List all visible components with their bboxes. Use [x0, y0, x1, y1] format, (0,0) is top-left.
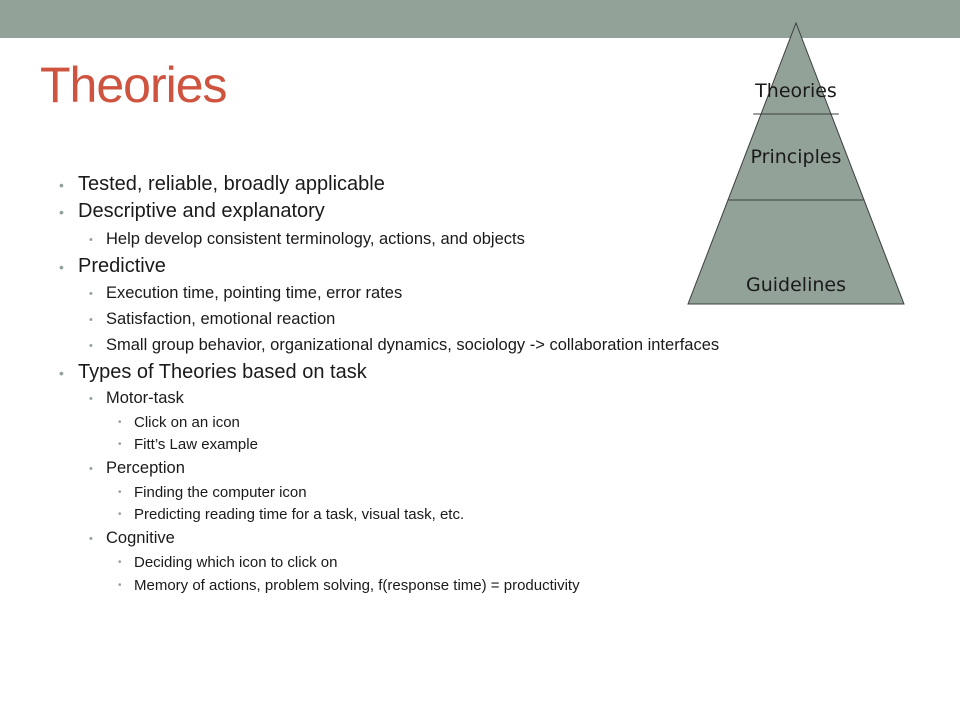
bullet-dot: • — [59, 259, 64, 275]
list-item-text: Perception — [106, 459, 185, 477]
list-item-text: Cognitive — [106, 529, 175, 547]
list-item-text: Tested, reliable, broadly applicable — [78, 173, 385, 195]
list-item — [59, 361, 367, 384]
bullet-dot: • — [118, 557, 122, 568]
bullet-dot: • — [59, 177, 64, 193]
list-item — [118, 554, 338, 571]
list-item-text: Descriptive and explanatory — [78, 200, 325, 222]
list-item — [118, 484, 307, 501]
bullet-dot: • — [89, 340, 93, 352]
list-item-text: Motor-task — [106, 389, 184, 407]
bullet-dot: • — [118, 580, 122, 591]
bullet-dot: • — [59, 204, 64, 220]
list-item-text: Predicting reading time for a task, visual task, etc. — [134, 506, 465, 523]
list-item-text: Small group behavior, organizational dynamics, sociology -> collaboration interfaces — [106, 336, 720, 354]
list-item-text: Types of Theories based on task — [78, 361, 367, 383]
list-item-text: Memory of actions, problem solving, f(response time) = productivity — [134, 577, 580, 594]
list-item — [59, 255, 166, 278]
list-item-text: Click on an icon — [134, 414, 240, 431]
list-item-text: Execution time, pointing time, error rates — [106, 284, 403, 302]
list-item — [89, 284, 403, 303]
list-item — [118, 414, 240, 431]
list-item-text: Finding the computer icon — [134, 484, 307, 501]
bullet-dot: • — [118, 487, 122, 498]
bullet-dot: • — [89, 234, 93, 246]
pyramid-label-theories: Theories — [755, 80, 837, 102]
bullet-dot: • — [89, 314, 93, 326]
bullet-dot: • — [89, 288, 93, 300]
list-item — [89, 310, 336, 329]
hierarchy-pyramid — [686, 22, 906, 306]
list-item — [118, 436, 258, 453]
pyramid-label-principles: Principles — [750, 146, 842, 168]
bullet-dot: • — [118, 509, 122, 520]
bullet-dot: • — [89, 533, 93, 545]
bullet-dot: • — [89, 393, 93, 405]
list-item-text: Deciding which icon to click on — [134, 554, 338, 571]
bullet-dot: • — [59, 365, 64, 381]
pyramid-label-guidelines: Guidelines — [746, 274, 846, 296]
bullet-dot: • — [118, 439, 122, 450]
list-item — [89, 459, 185, 478]
slide-title: Theories — [40, 57, 227, 113]
bullet-dot: • — [118, 417, 122, 428]
list-item — [89, 529, 175, 548]
list-item — [59, 200, 325, 223]
list-item — [59, 173, 385, 196]
list-item-text: Fitt’s Law example — [134, 436, 258, 453]
list-item — [89, 336, 720, 355]
bullet-dot: • — [89, 463, 93, 475]
list-item-text: Satisfaction, emotional reaction — [106, 310, 336, 328]
list-item-text: Predictive — [78, 255, 166, 277]
list-item — [118, 577, 580, 594]
list-item — [118, 506, 465, 523]
list-item — [89, 230, 525, 249]
list-item — [89, 389, 184, 408]
list-item-text: Help develop consistent terminology, actions, and objects — [106, 230, 525, 248]
